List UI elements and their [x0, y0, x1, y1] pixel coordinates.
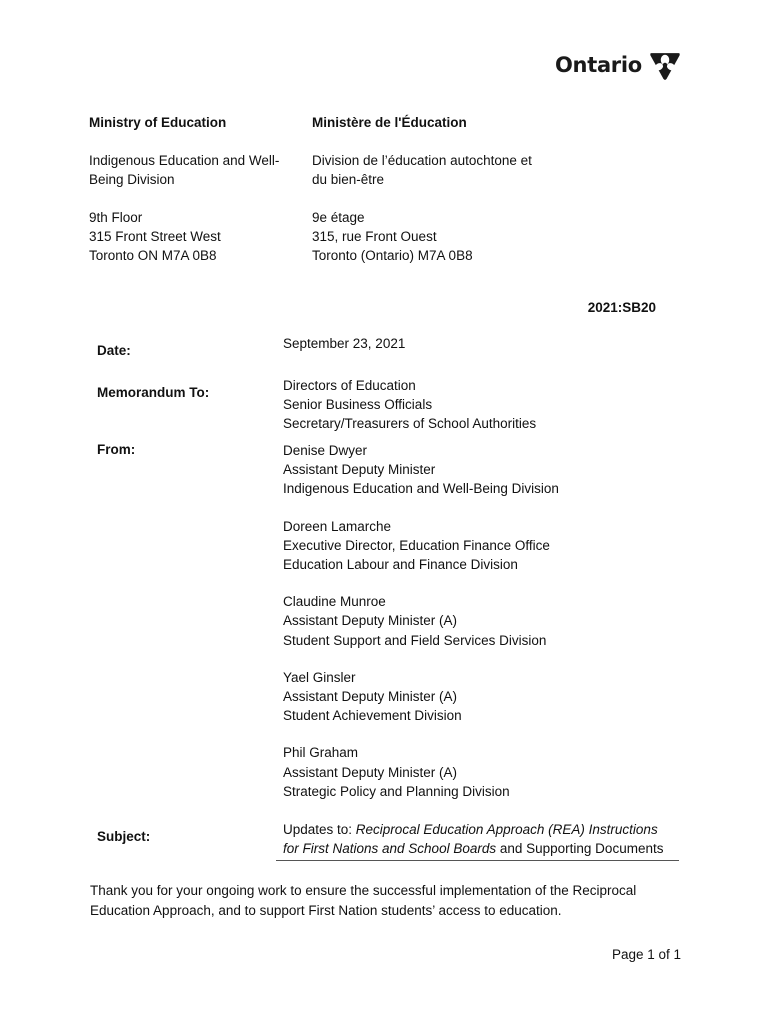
division-line: Division de l’éducation autochtone et — [312, 153, 532, 168]
date-value: September 23, 2021 — [283, 336, 406, 351]
address-line: 315 Front Street West — [89, 229, 221, 244]
memo-number: 2021:SB20 — [587, 300, 656, 315]
recipient-line: Directors of Education — [283, 378, 416, 393]
subject-suffix: and Supporting Documents — [496, 841, 664, 857]
ministry-en — [89, 113, 279, 265]
sender-name: Yael Ginsler — [283, 669, 356, 685]
sender-title: Assistant Deputy Minister (A) — [283, 613, 458, 629]
subject-divider — [276, 860, 679, 861]
sender-division: Student Achievement Division — [283, 708, 462, 724]
senders — [283, 441, 559, 801]
division-line: Being Division — [89, 172, 175, 187]
division-line: Indigenous Education and Well- — [89, 153, 280, 168]
subject-label: Subject: — [97, 829, 151, 844]
sender-name: Denise Dwyer — [283, 443, 368, 458]
logo-text: Ontario — [555, 53, 642, 77]
sender-title: Executive Director, Education Finance Office — [283, 537, 550, 553]
subject-value — [283, 820, 663, 858]
ministry-fr — [312, 113, 532, 265]
recipients — [283, 376, 536, 434]
ministry-name-en: Ministry of Education — [89, 115, 227, 130]
sender-division: Strategic Policy and Planning Division — [283, 783, 510, 799]
sender-name: Phil Graham — [283, 745, 359, 761]
body-line: Thank you for your ongoing work to ensure the successful implementation of the Reciprocal — [90, 883, 637, 898]
subject-title-part-1: Reciprocal Education Approach (REA) Instructions — [355, 822, 658, 837]
address-line: 315, rue Front Ouest — [312, 229, 437, 244]
memorandum-to-label: Memorandum To: — [97, 385, 210, 400]
recipient-line: Secretary/Treasurers of School Authorities — [283, 416, 537, 432]
address-line: Toronto ON M7A 0B8 — [89, 248, 217, 263]
sender-name: Claudine Munroe — [283, 594, 386, 610]
ministry-name-fr: Ministère de l'Éducation — [312, 115, 467, 130]
trillium-icon — [648, 48, 682, 82]
subject-prefix: Updates to: — [283, 822, 356, 837]
sender-name: Doreen Lamarche — [283, 518, 392, 534]
subject-title-part-2: for First Nations and School Boards — [283, 841, 497, 857]
date-label: Date: — [97, 343, 131, 358]
sender-division: Education Labour and Finance Division — [283, 557, 518, 573]
body-line: Education Approach, and to support First Nation students’ access to education. — [90, 903, 562, 918]
address-line: 9th Floor — [89, 210, 143, 225]
sender-title: Assistant Deputy Minister (A) — [283, 764, 458, 780]
page-number: Page 1 of 1 — [612, 947, 682, 962]
address-line: 9e étage — [312, 210, 365, 225]
division-line: du bien-être — [312, 172, 385, 187]
sender-title: Assistant Deputy Minister (A) — [283, 689, 458, 705]
memo-body — [90, 881, 690, 921]
sender-division: Indigenous Education and Well-Being Division — [283, 481, 559, 497]
sender-division: Student Support and Field Services Division — [283, 632, 547, 648]
from-label: From: — [97, 442, 136, 457]
ontario-logo — [555, 48, 682, 82]
recipient-line: Senior Business Officials — [283, 397, 433, 413]
sender-title: Assistant Deputy Minister — [283, 462, 436, 478]
address-line: Toronto (Ontario) M7A 0B8 — [312, 248, 473, 263]
